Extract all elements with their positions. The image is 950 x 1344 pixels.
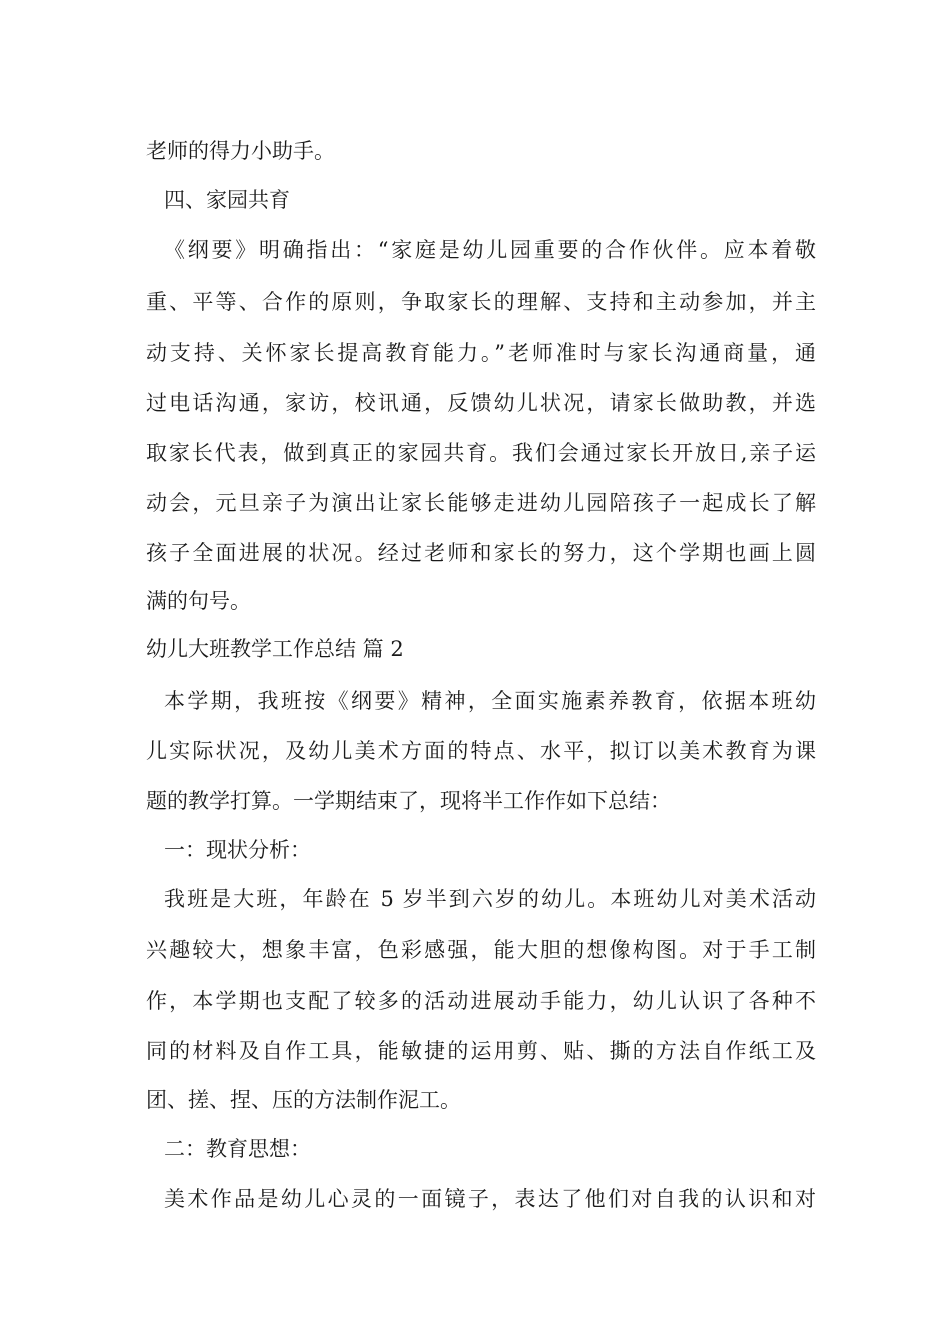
text-line: 团、搓、捏、压的方法制作泥工。 <box>146 1088 461 1112</box>
text-line: 取家长代表，做到真正的家园共育。我们会通过家长开放日,亲子运 <box>146 441 816 465</box>
text-line: 美术作品是幼儿心灵的一面镜子，表达了他们对自我的认识和对 <box>164 1187 816 1211</box>
text-line: 满的句号。 <box>146 589 251 613</box>
text-line: 老师的得力小助手。 <box>146 139 335 163</box>
section-heading: 四、家园共育 <box>164 188 290 212</box>
text-line: 重、平等、合作的原则，争取家长的理解、支持和主动参加，并主 <box>146 290 816 314</box>
text-line: 《纲要》明确指出：“家庭是幼儿园重要的合作伙伴。应本着敬 <box>164 238 816 262</box>
text-line: 本学期，我班按《纲要》精神，全面实施素养教育，依据本班幼 <box>164 689 816 713</box>
text-line: 过电话沟通，家访，校讯通，反馈幼儿状况，请家长做助教，并选 <box>146 391 816 415</box>
text-line: 题的教学打算。一学期结束了，现将半工作作如下总结： <box>146 789 671 813</box>
section-heading: 二：教育思想： <box>164 1137 311 1161</box>
text-line: 动会，元旦亲子为演出让家长能够走进幼儿园陪孩子一起成长了解 <box>146 491 816 515</box>
text-line: 同的材料及自作工具，能敏捷的运用剪、贴、撕的方法自作纸工及 <box>146 1039 816 1063</box>
text-line: 孩子全面进展的状况。经过老师和家长的努力，这个学期也画上圆 <box>146 541 816 565</box>
text-line: 兴趣较大，想象丰富，色彩感强，能大胆的想像构图。对于手工制 <box>146 938 816 962</box>
text-line: 动支持、关怀家长提高教育能力。”老师准时与家长沟通商量，通 <box>146 341 816 365</box>
section-heading: 一：现状分析： <box>164 838 311 862</box>
article-heading: 幼儿大班教学工作总结 篇 2 <box>146 637 404 661</box>
text-line: 儿实际状况，及幼儿美术方面的特点、水平，拟订以美术教育为课 <box>146 739 816 763</box>
text-line: 我班是大班，年龄在 5 岁半到六岁的幼儿。本班幼儿对美术活动 <box>164 887 816 911</box>
text-line: 作，本学期也支配了较多的活动进展动手能力，幼儿认识了各种不 <box>146 989 816 1013</box>
